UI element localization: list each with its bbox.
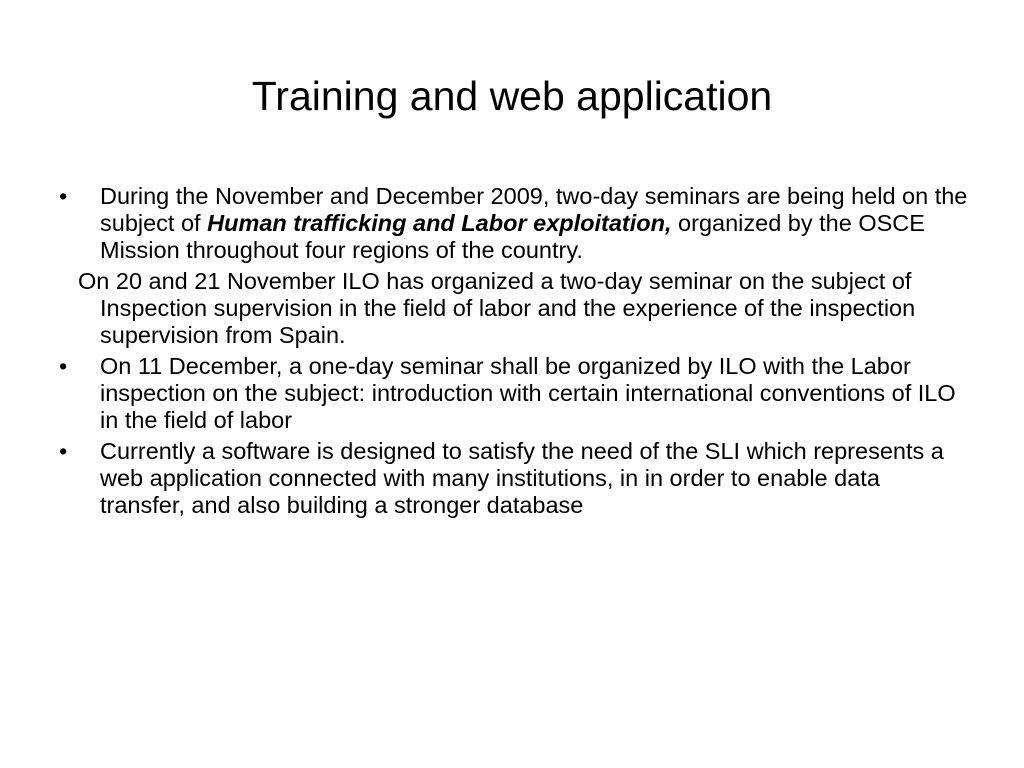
item-text-before: During the November and December 2009, two-day seminars are being held on the subject of	[100, 183, 968, 236]
slide-title: Training and web application	[251, 73, 773, 119]
bullet-item-ilo-december	[56, 353, 968, 434]
paragraph-ilo-november	[56, 268, 968, 349]
bullet-icon: •	[59, 183, 68, 209]
slide-body	[56, 183, 968, 523]
bullet-icon: •	[59, 438, 68, 464]
item-emphasis: Human trafficking and Labor exploitation,	[207, 210, 672, 236]
item-text: Currently a software is designed to satisfy the need of the SLI which represents a web application connected with many institutions, in in order to enable data transfer, and also building a stronger database	[100, 438, 944, 518]
item-text: On 11 December, a one-day seminar shall be organized by ILO with the Labor inspection on the subject: introduction with certain international conventions of ILO in the field of labor	[100, 353, 956, 433]
bullet-item-seminars-osce	[56, 183, 968, 264]
bullet-item-software	[56, 438, 968, 519]
bullet-icon: •	[59, 353, 68, 379]
item-text-after: organized by the OSCE Mission throughout four regions of the country.	[100, 210, 925, 263]
item-text: On 20 and 21 November ILO has organized a two-day seminar on the subject of Inspection supervision in the field of labor and the experience of the inspection supervision from Spain.	[78, 268, 916, 348]
